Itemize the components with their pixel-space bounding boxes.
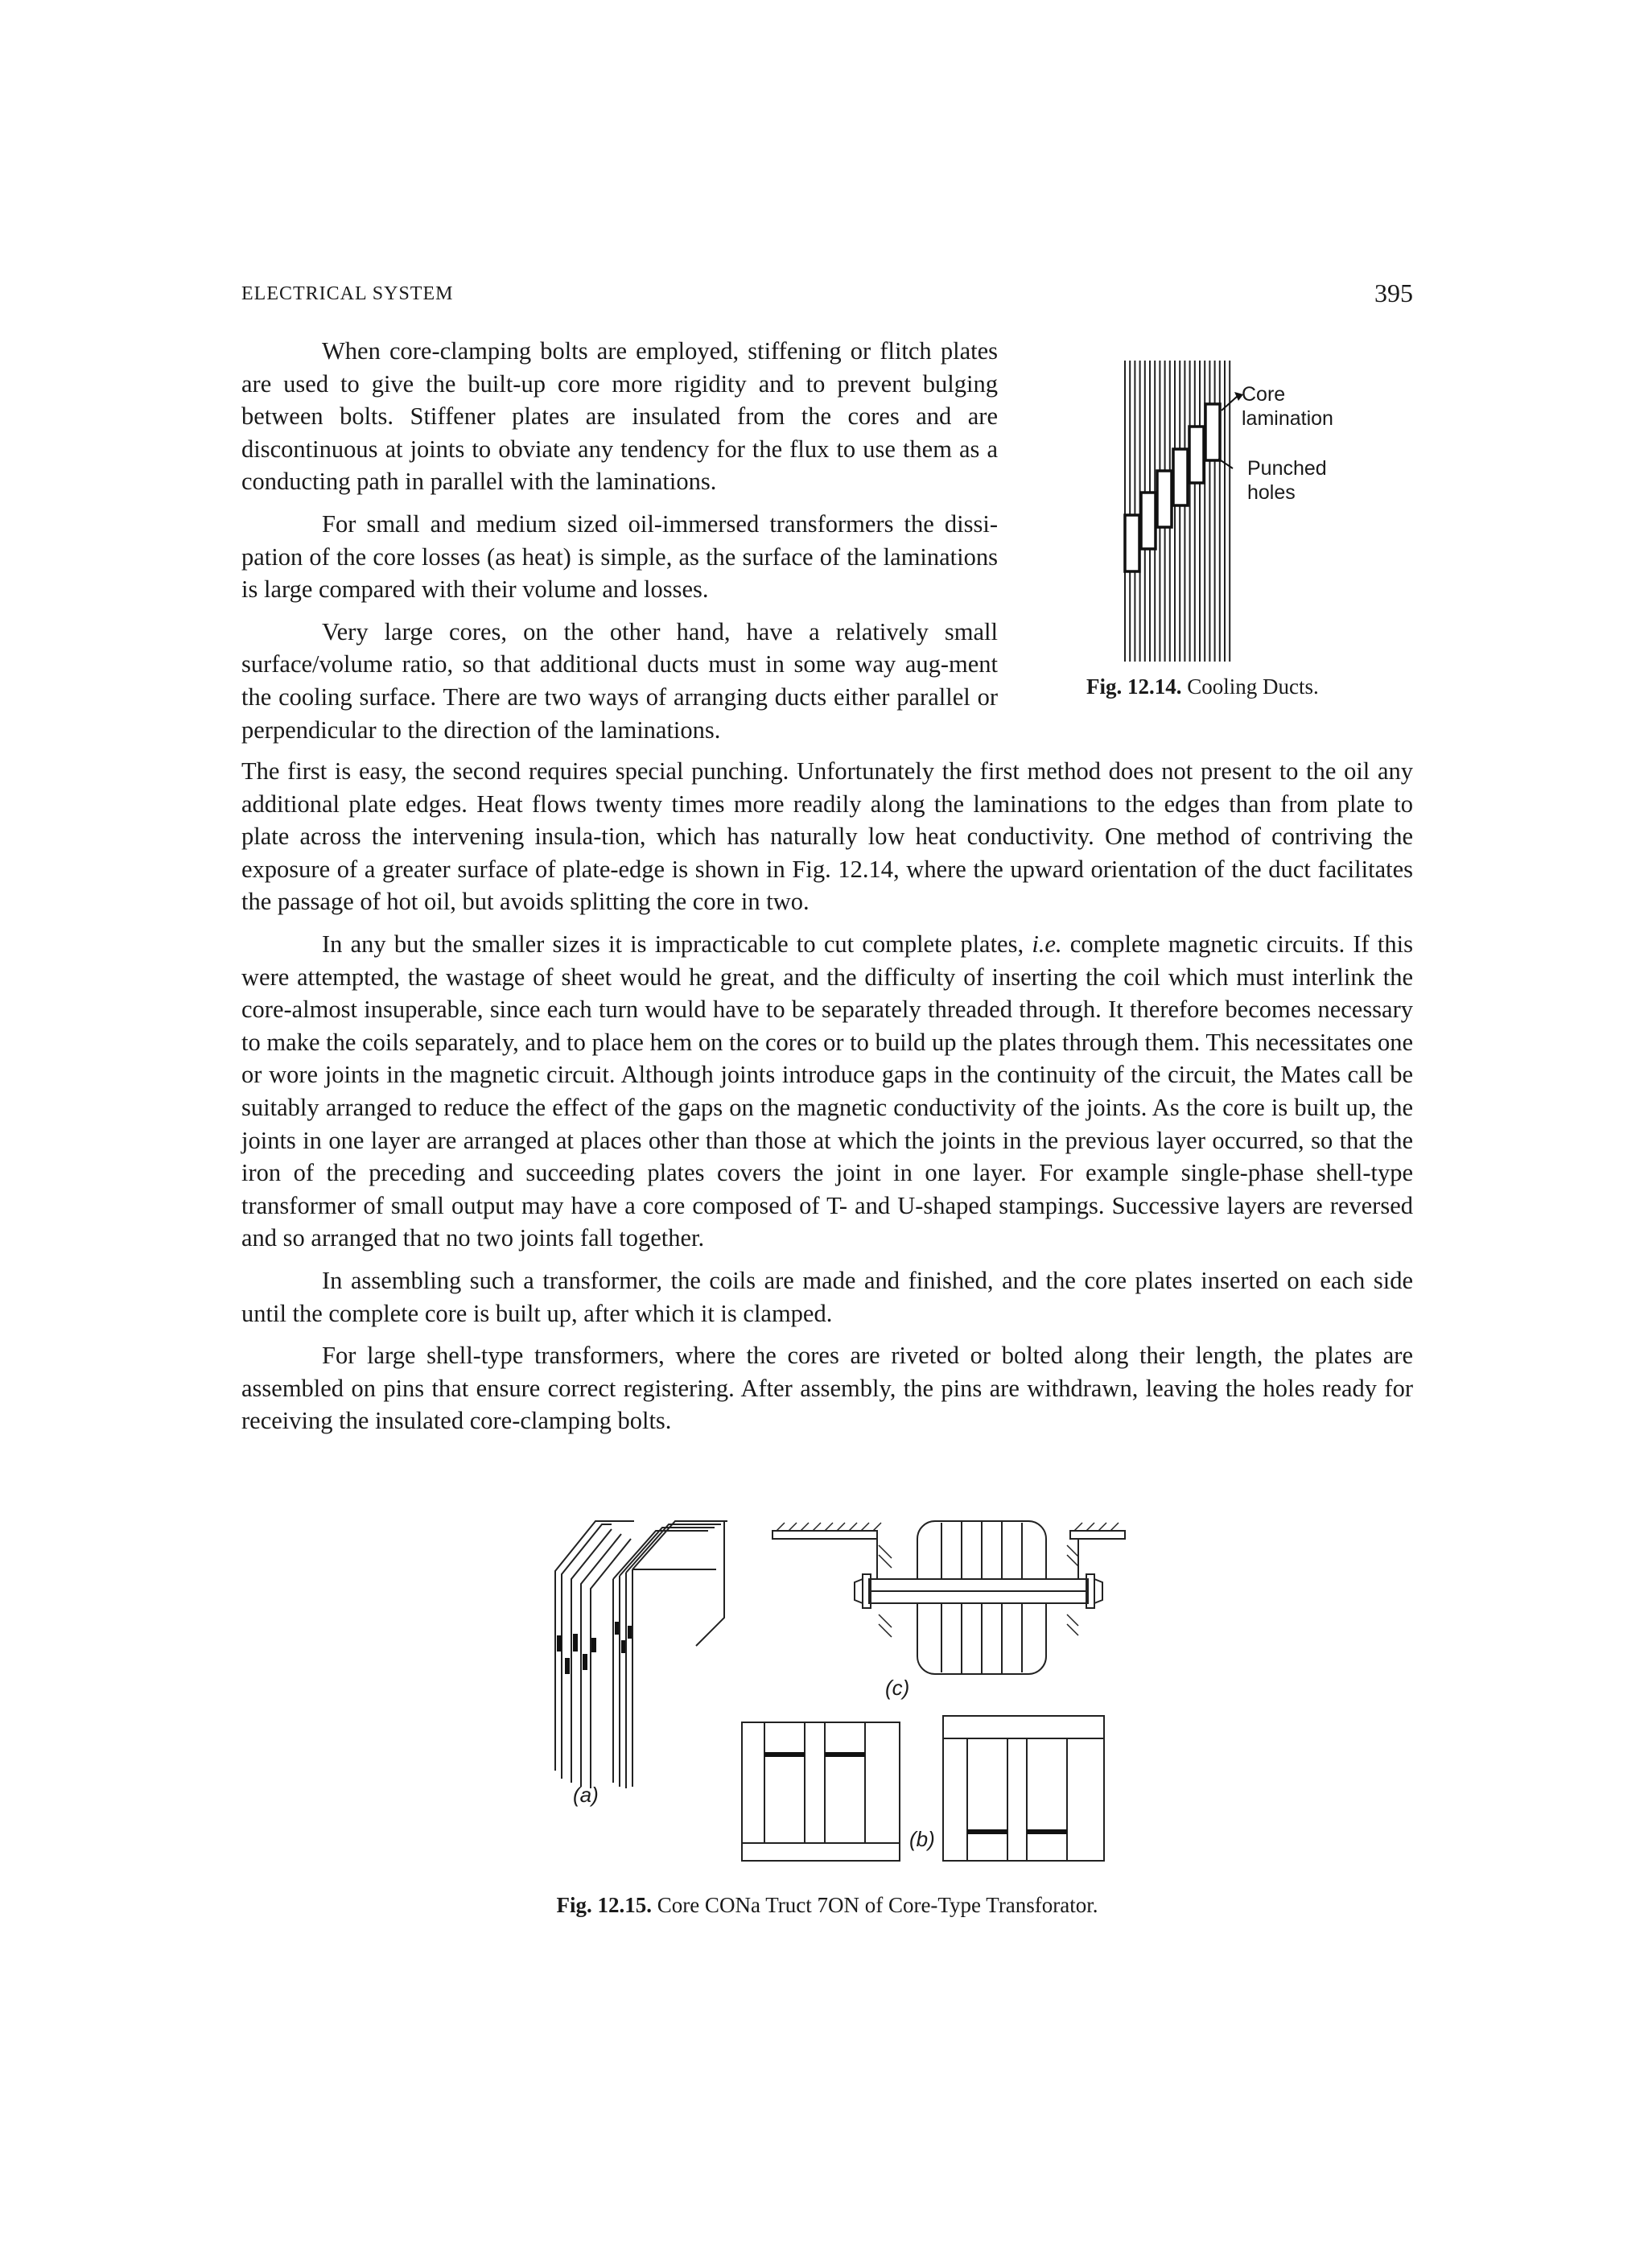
paragraph-assembling: In assembling such a transformer, the coils are made and finished, and the core plates inserted on each side until the complete core is built up, after which it is clamped. (241, 1266, 1413, 1327)
figure-core-construction (515, 1505, 1127, 1867)
main-text (241, 755, 1413, 1447)
paragraph-large-cores: Very large cores, on the other hand, have a relatively small surface/volume ratio, so that additional ducts must in some way aug-ment the cooling surface. There are two ways of arranging ducts either parallel or perpendicular to the direction of the laminations. (241, 617, 998, 744)
duct-hole (1205, 404, 1220, 460)
duct-hole (1157, 471, 1172, 527)
label-sub-c: (c) (885, 1676, 910, 1700)
running-title: ELECTRICAL SYSTEM (241, 283, 454, 304)
duct-hole (1141, 493, 1156, 549)
subfigure-a-laminations (555, 1521, 727, 1788)
label-core-lamination: Core lamination (1242, 383, 1333, 430)
caption-fig-12-15-text: Core CONa Truct 7ON of Core-Type Transforator. (657, 1893, 1098, 1917)
caption-fig-12-14 (1086, 674, 1408, 699)
page-number: 395 (1374, 278, 1413, 307)
caption-fig-12-14-number: Fig. 12.14. (1086, 674, 1182, 699)
caption-fig-12-15 (241, 1893, 1413, 1918)
paragraph-complete-plates: In any but the smaller sizes it is impracticable to cut complete plates, i.e. complete magnetic circuits. If this were attempted, the wastage of sheet would he great, and the difficulty of inserting the coil which must interlink the core-almost insuperable, since each turn would have to be separately threaded through. It therefore becomes necessary to make the coils separately, and to place hem on the cores or to build up the plates through them. This necessitates one or wore joints in the magnetic circuit. Although joints introduce gaps in the continuity of the circuit, the Mates call be suitably arranged to reduce the effect of the gaps on the magnetic conductivity of the joints. As the core is built up, the joints in one layer are arranged at places other than those at which the joints in the previous layer occurred, so that the iron of the preceding and succeeding plates covers the joint in one layer. For example single-phase shell-type transformer of small output may have a core composed of T- and U-shaped stampings. Successive layers are reversed and so arranged that no two joints fall together. (241, 930, 1413, 1252)
duct-hole (1173, 449, 1188, 505)
left-column-text (241, 335, 998, 746)
subfigure-c-clamping (772, 1521, 1125, 1674)
running-head (241, 278, 1413, 311)
caption-fig-12-15-number: Fig. 12.15. (556, 1893, 652, 1917)
label-sub-b: (b) (909, 1827, 935, 1851)
paragraph-large-cores-continued: The first is easy, the second requires special punching. Unfortunately the first method does not present to the oil any additional plate edges. Heat flows twenty times more readily along the laminations to the edges than from plate to plate across the intervening insula-tion, which has naturally low heat conductivity. One method of contriving the exposure of a greater surface of plate-edge is shown in Fig. 12.14, where the upward orientation of the duct facilitates the passage of hot oil, but avoids splitting the core in two. (241, 757, 1413, 916)
paragraph-flitch-plates: When core-clamping bolts are employed, stiffening or flitch plates are used to give the built-up core more rigidity and to prevent bulging between bolts. Stiffener plates are insulated from the cores and are discontinuous at joints to obviate any tendency for the flux to use them as a conducting path in parallel with the laminations. (241, 337, 998, 496)
figure-cooling-ducts (1110, 354, 1416, 716)
core-construction-drawing (515, 1505, 1127, 1867)
duct-hole (1189, 427, 1204, 483)
caption-fig-12-14-text: Cooling Ducts. (1187, 674, 1319, 699)
duct-hole (1125, 515, 1139, 571)
label-punched-holes: Punched holes (1247, 457, 1327, 504)
paragraph-shell-type: For large shell-type transformers, where the cores are riveted or bolted along their length, the plates are assembled on pins that ensure correct registering. After assembly, the pins are withdrawn, leaving the holes ready for receiving the insulated core-clamping bolts. (241, 1342, 1413, 1435)
paragraph-small-transformers: For small and medium sized oil-immersed transformers the dissi-pation of the core losses (as heat) is simple, as the surface of the laminations is large compared with their volume and losses. (241, 509, 998, 604)
label-sub-a: (a) (573, 1783, 599, 1807)
